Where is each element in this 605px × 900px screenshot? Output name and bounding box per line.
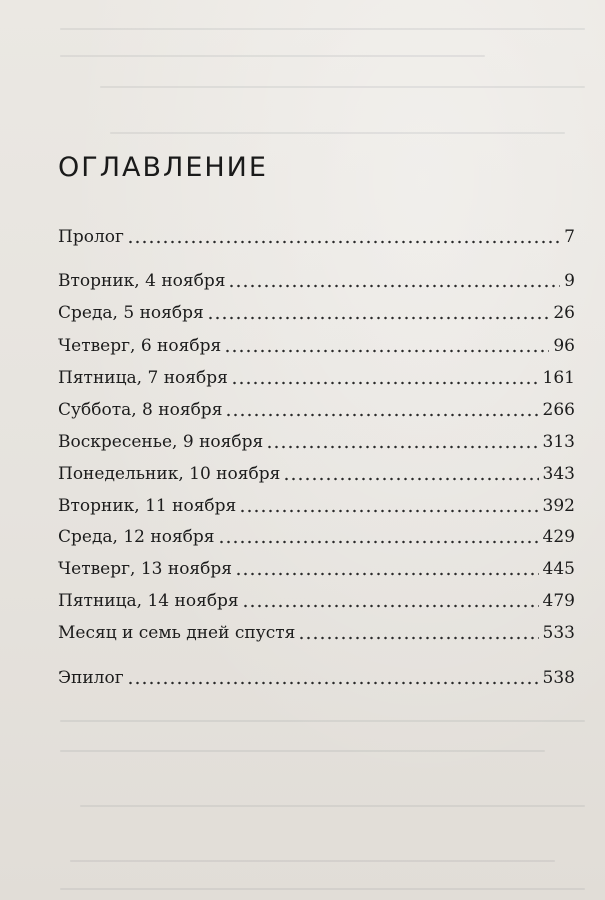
toc-entry: [58, 427, 575, 453]
toc-entry: [58, 522, 575, 548]
toc-entry: [58, 459, 575, 485]
toc-entry-page: 7: [564, 227, 575, 247]
show-through-line: [60, 55, 485, 57]
dot-leader: [235, 554, 539, 576]
toc-entry-page: 343: [542, 464, 575, 484]
show-through-line: [60, 888, 585, 890]
toc-entry: [58, 586, 575, 612]
toc-entry-label: Четверг, 13 ноября: [58, 559, 233, 579]
dot-leader: [127, 222, 560, 244]
toc-entry-page: 96: [553, 336, 575, 356]
toc-entry-page: 26: [553, 303, 575, 323]
toc-entry-page: 479: [542, 591, 575, 611]
toc-entry-page: 9: [564, 271, 575, 291]
toc-entry-label: Эпилог: [58, 668, 124, 688]
toc-entry: [58, 363, 575, 389]
toc-entry: [58, 618, 575, 644]
toc-entry-label: Среда, 12 ноября: [58, 527, 215, 547]
show-through-line: [70, 860, 555, 862]
show-through-line: [100, 86, 585, 88]
toc-entry-page: 445: [542, 559, 575, 579]
toc-entry: [58, 554, 575, 580]
toc-entry-epilogue: [58, 663, 575, 689]
dot-leader: [242, 586, 539, 608]
toc-entry-label: Вторник, 11 ноября: [58, 496, 237, 516]
toc-entry-label: Среда, 5 ноября: [58, 303, 204, 323]
toc-title: ОГЛАВЛЕНИЕ: [58, 152, 268, 183]
toc-entry-page: 429: [542, 527, 575, 547]
toc-entry-label: Пятница, 14 ноября: [58, 591, 239, 611]
toc-entry: [58, 395, 575, 421]
toc-entry: [58, 298, 575, 324]
toc-entry-page: 266: [542, 400, 575, 420]
show-through-line: [60, 750, 545, 752]
dot-leader: [207, 298, 550, 320]
toc-entry-label: Пятница, 7 ноября: [58, 368, 228, 388]
toc-entry-page: 392: [542, 496, 575, 516]
dot-leader: [239, 491, 538, 513]
show-through-line: [80, 805, 585, 807]
dot-leader: [298, 618, 538, 640]
toc-entry-label: Пролог: [58, 227, 124, 247]
toc-entry-label: Вторник, 4 ноября: [58, 271, 226, 291]
toc-entry-label: Воскресенье, 9 ноября: [58, 432, 264, 452]
toc-entry-page: 313: [542, 432, 575, 452]
dot-leader: [228, 266, 560, 288]
toc-entry: [58, 266, 575, 292]
dot-leader: [231, 363, 539, 385]
show-through-line: [60, 720, 585, 722]
dot-leader: [266, 427, 538, 449]
dot-leader: [224, 331, 549, 353]
toc-entry: [58, 491, 575, 517]
toc-entry-label: Суббота, 8 ноября: [58, 400, 223, 420]
toc-entry-label: Четверг, 6 ноября: [58, 336, 222, 356]
toc-entry-label: Понедельник, 10 ноября: [58, 464, 281, 484]
dot-leader: [283, 459, 538, 481]
dot-leader: [127, 663, 539, 685]
show-through-line: [110, 132, 565, 134]
toc-entry-label: Месяц и семь дней спустя: [58, 623, 296, 643]
dot-leader: [225, 395, 538, 417]
show-through-line: [60, 28, 585, 30]
toc-entry-page: 538: [542, 668, 575, 688]
toc-entry-page: 533: [542, 623, 575, 643]
toc-entry-prologue: [58, 222, 575, 248]
dot-leader: [218, 522, 539, 544]
toc-entry-page: 161: [542, 368, 575, 388]
toc-entry: [58, 331, 575, 357]
